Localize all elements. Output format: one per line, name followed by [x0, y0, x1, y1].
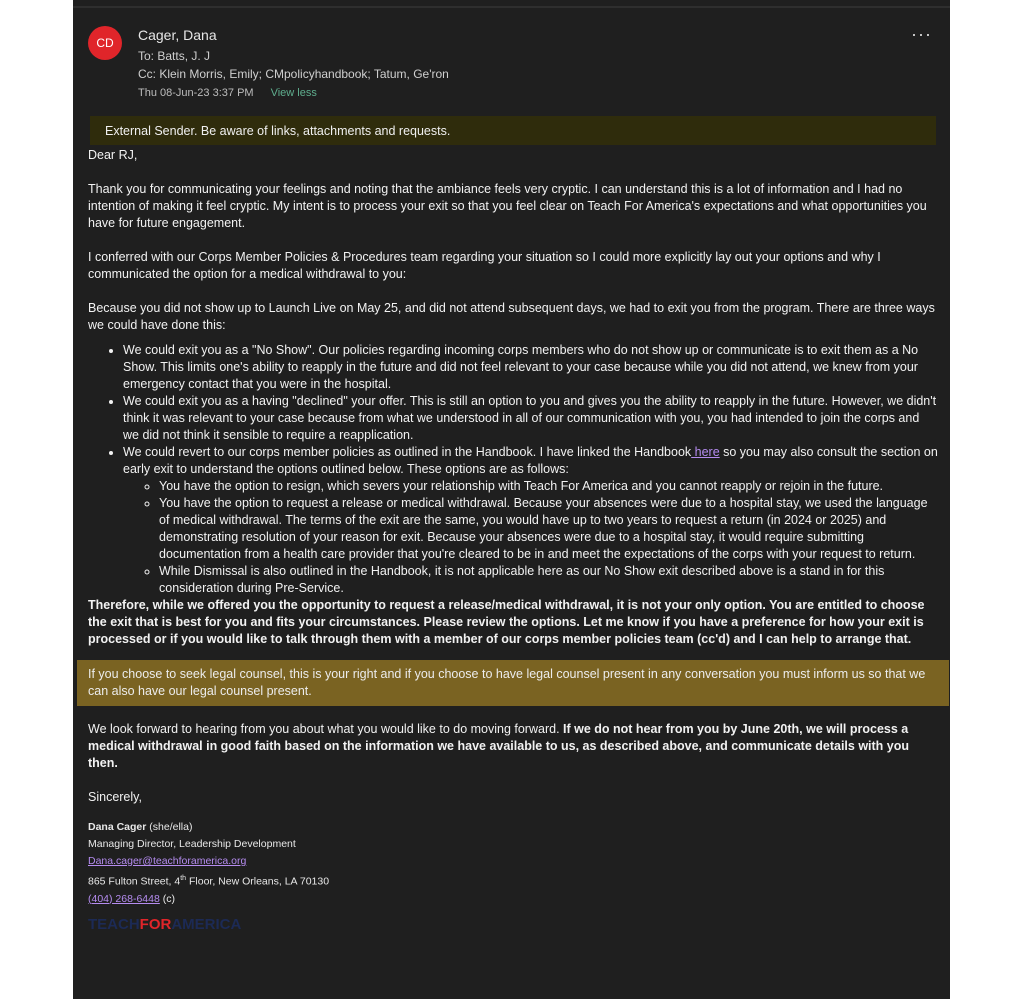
email-body [88, 147, 938, 933]
options-list [88, 342, 938, 597]
handbook-link[interactable]: here [691, 445, 720, 459]
logo-america: AMERICA [171, 915, 242, 933]
paragraph-2: I conferred with our Corps Member Policies & Procedures team regarding your situation so I could more explicitly lay out your options and why I communicated the option for a medical withdrawal to you: [88, 250, 881, 281]
greeting: Dear RJ, [88, 148, 138, 162]
closing-deadline: If we do not hear from you by June 20th, we will process a medical withdrawal in good faith based on the information we have available to us, as described above, and communicate details with you then. [88, 722, 910, 770]
email-meta [138, 87, 317, 99]
recipient-to[interactable]: To: Batts, J. J [138, 49, 211, 63]
view-less-link[interactable]: View less [270, 87, 317, 99]
therefore-paragraph: Therefore, while we offered you the opportunity to request a release/medical withdrawal, it is not your only option. You are entitled to choose the exit that is best for you and fits your circumstances. Please review the options. Let me know if you have a preference for how your exit is processed or if you would like to talk through them with a member of our corps member policies team (cc'd) and I can help to arrange that. [88, 598, 925, 646]
avatar[interactable]: CD [88, 26, 122, 60]
legal-counsel-notice: If you choose to seek legal counsel, this is your right and if you choose to have legal counsel present in any conversation you must inform us so that we can also have our legal counsel present. [77, 660, 949, 706]
address-sup: th [180, 875, 187, 882]
logo-teach: TEACH [88, 915, 140, 933]
signature [88, 819, 938, 933]
closing-text: We look forward to hearing from you about what you would like to do moving forward. [88, 722, 564, 736]
email-header [73, 20, 950, 110]
closing-paragraph [88, 721, 938, 772]
signature-title: Managing Director, Leadership Development [88, 838, 296, 850]
signature-phone-link[interactable]: (404) 268-6448 [88, 892, 160, 905]
option-handbook-text-2: so you may also consult the section on early exit to understand the options outlined below. These options are as follows: [123, 445, 938, 476]
signature-email-link[interactable]: Dana.cager@teachforamerica.org [88, 855, 247, 867]
sub-option-resign: ◦ You have the option to resign, which severs your relationship with Teach For America and you cannot reapply or rejoin in the future. [159, 478, 938, 495]
address-street: 865 Fulton Street, 4 [88, 875, 181, 888]
external-sender-text: External Sender. Be aware of links, attachments and requests. [105, 124, 451, 138]
paragraph-1: Thank you for communicating your feelings and noting that the ambiance feels very cryptic. I can understand this is a lot of information and I had no intention of making it feel cryptic. My intent is to process your exit so that you feel clear on Teach For America's expectations and what opportunities you have for future engagement. [88, 182, 927, 230]
paragraph-3: Because you did not show up to Launch Live on May 25, and did not attend subsequent days, we had to exit you from the program. There are three ways we could have done this: [88, 301, 935, 332]
signature-name-line [88, 819, 938, 836]
option-handbook-text: We could revert to our corps member policies as outlined in the Handbook. I have linked the Handbook [123, 445, 692, 459]
handbook-sublist [123, 478, 938, 597]
sent-date: Thu 08-Jun-23 3:37 PM [138, 87, 254, 99]
top-divider [73, 6, 950, 8]
sub-option-dismissal: ◦ While Dismissal is also outlined in the Handbook, it is not applicable here as our No Show exit described above is a stand in for this consideration during Pre-Service. [159, 563, 938, 597]
option-no-show: • We could exit you as a "No Show". Our policies regarding incoming corps members who do not show up or communicate is to exit them as a No Show. This limits one's ability to reapply in the future and did not feel relevant to your case because while you did not attend, we knew from your emergency contact that you were in the hospital. [123, 342, 938, 393]
signature-pronouns: (she/ella) [146, 821, 193, 833]
signature-phone-suffix: (c) [159, 892, 175, 905]
option-declined: • We could exit you as a having "declined" your offer. This is still an option to you and gives you the ability to reapply in the future. However, we didn't think it was relevant to your case because from what we understood in all of our communication with you, you had intended to join the corps and we did not think it sensible to require a reapplication. [123, 393, 938, 444]
sender-name[interactable]: Cager, Dana [138, 27, 217, 43]
external-sender-banner [90, 116, 936, 145]
more-options-icon[interactable]: ··· [911, 24, 932, 44]
logo-for: FOR [139, 915, 172, 933]
sub-option-medical-withdrawal: ◦ You have the option to request a release or medical withdrawal. Because your absences were due to a hospital stay, we used the language of medical withdrawal. The terms of the exit are the same, you would have up to two years to request a return (in 2024 or 2025) and demonstrating resolution of your reason for exit. Because your absences were due to a hospital stay, it would require submitting documentation from a health care provider that you're cleared to be in and meet the expectations of the corps with your request to return. [159, 495, 938, 563]
email-reading-pane [73, 0, 950, 999]
signature-name: Dana Cager [88, 821, 147, 833]
signature-address [88, 870, 938, 891]
recipient-cc[interactable]: Cc: Klein Morris, Emily; CMpolicyhandbook; Tatum, Ge'ron [138, 67, 449, 81]
signoff: Sincerely, [88, 790, 142, 804]
teach-for-america-logo [88, 916, 938, 933]
option-handbook [123, 444, 938, 597]
address-city: Floor, New Orleans, LA 70130 [186, 875, 330, 888]
